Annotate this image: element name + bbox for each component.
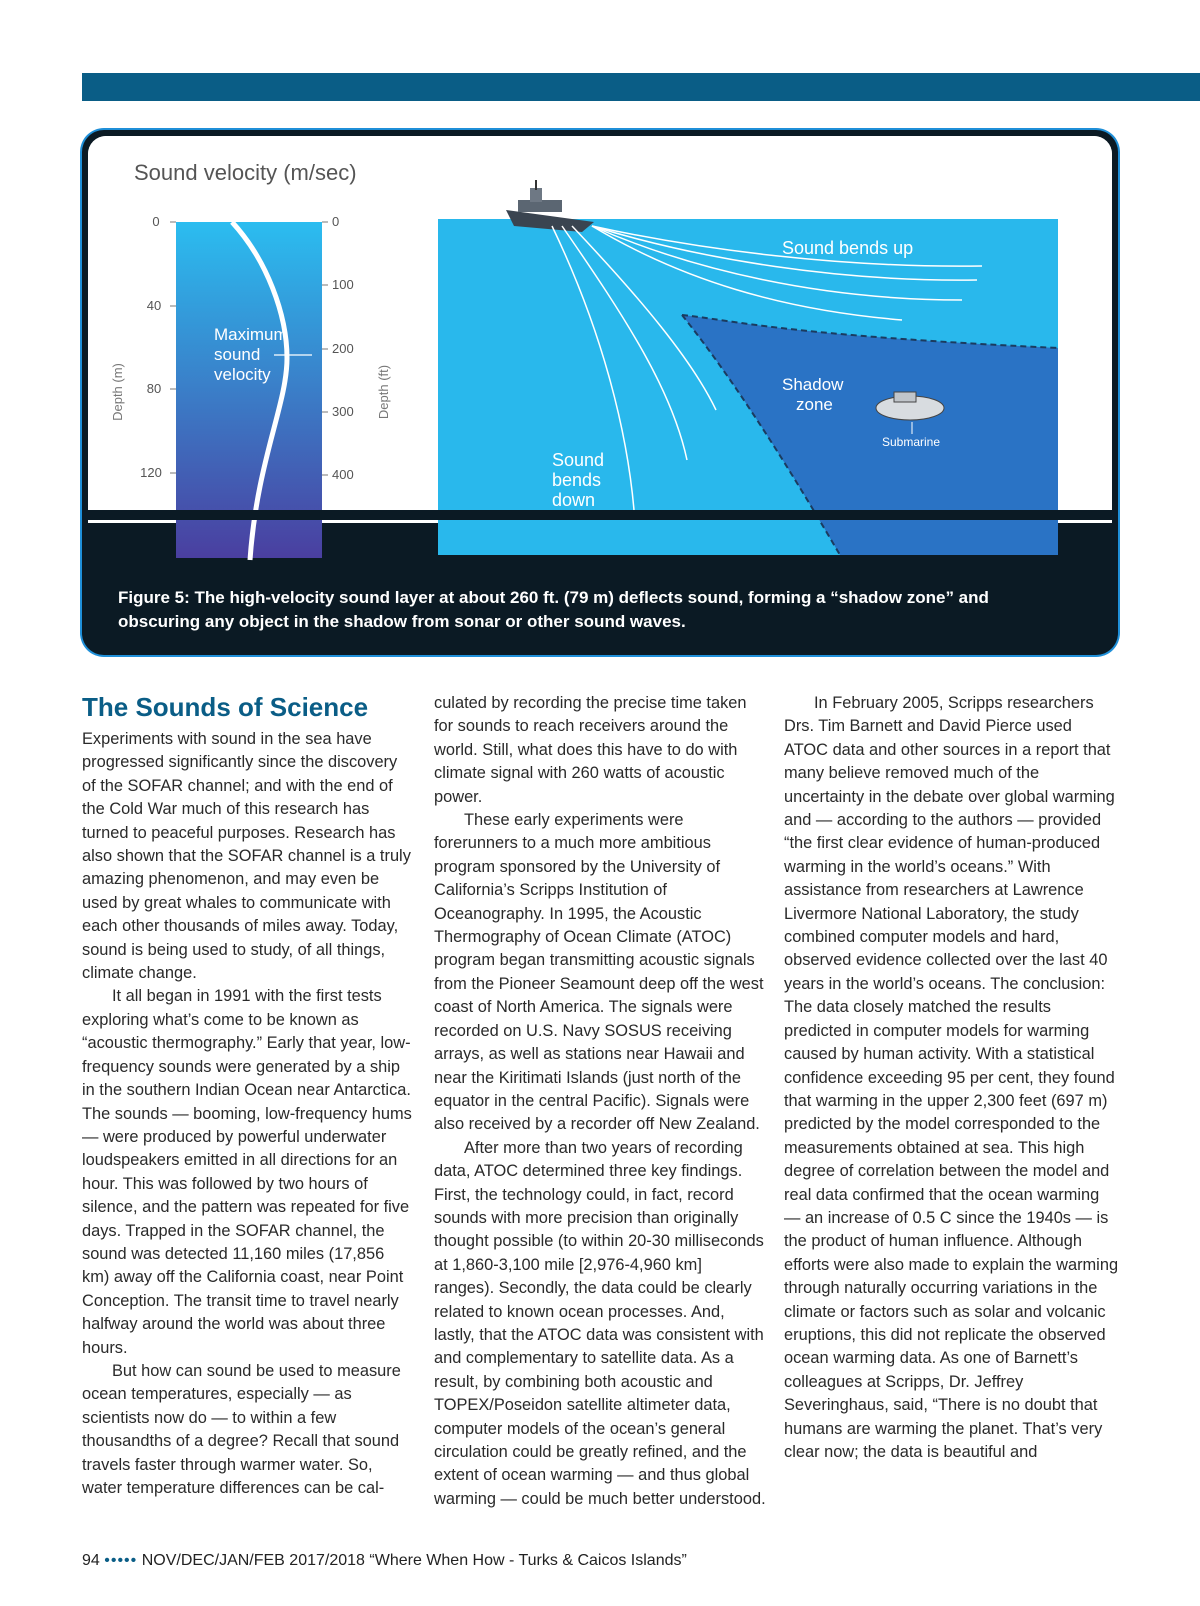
sofar-diagram [82, 130, 1118, 655]
article-paragraph: In February 2005, Scripps researchers Drs. Tim Barnett and David Pierce used ATOC data and other sources in a report that many believe removed much of the uncertainty in the debate over global warming and — according to the authors — provided “the first clear evidence of human-produced warming in the world’s oceans.” With assistance from researchers at Lawrence Livermore National Laboratory, the study combined computer models and hard, observed evidence collected over the last 40 years in the world’s oceans. The conclusion: The data closely matched the results predicted in computer models for warming caused by human activity. With a statistical confidence exceeding 95 per cent, they found that warming in the upper 2,300 feet (697 m) predicted by the model corresponded to the measurements obtained at sea. This high degree of correlation between the model and real data confirmed that the ocean warming — an increase of 0.5 C since the 1940s — is the product of human influence. Although efforts were also made to explain the warming through naturally occurring variations in the climate or factors such as solar and volcanic eruptions, this did not replicate the observed ocean warming data. As one of Barnett’s colleagues at Scripps, Dr. Jeffrey Severinghaus, said, “There is no doubt that humans are warming the planet. That’s very clear now; the data is beautiful and [784, 694, 1119, 1461]
submarine-label: Submarine [882, 435, 941, 449]
depth-ft-tick: 300 [332, 404, 354, 419]
svg-text:sound: sound [214, 345, 261, 364]
article-title: The Sounds of Science [82, 692, 369, 722]
footer-issue: NOV/DEC/JAN/FEB 2017/2018 [141, 1552, 365, 1569]
article-paragraph: culated by recording the precise time taken for sounds to reach receivers around the world. Still, what does this have to do with climate signal with 260 watts of acoustic power. [434, 694, 747, 806]
page-number: 94 [82, 1552, 100, 1569]
depth-m-tick: 40 [146, 298, 162, 313]
depth-m-tick: 80 [146, 381, 162, 396]
svg-text:zone: zone [796, 395, 833, 414]
svg-text:Sound: Sound [552, 450, 605, 470]
chart-title: Sound velocity (m/sec) [134, 160, 357, 185]
article-paragraph: After more than two years of recording data, ATOC determined three key findings. First, the technology could, in fact, record sounds with more precision than originally thought possible (to within 20-30 milliseconds at 1,860-3,100 mile [2,976-4,960 km] ranges). Secondly, the data could be clearly related to known ocean processes. And, lastly, that the ATOC data was consistent with and complementary to satellite data. As a result, by combining both acoustic and TOPEX/Poseidon satellite altimeter data, computer models of the ocean’s general circulation could be greatly refined, and the extent of ocean warming — and thus global warming — could be much better understood. [434, 1138, 766, 1508]
svg-text:down: down [552, 490, 596, 510]
svg-text:Maximum: Maximum [214, 325, 288, 344]
svg-text:velocity: velocity [214, 365, 271, 384]
article-column-2 [434, 692, 766, 1511]
svg-text:bends: bends [552, 470, 602, 490]
depth-m-tick: 0 [152, 214, 160, 229]
page-footer [82, 1552, 687, 1570]
depth-ft-tick: 400 [332, 467, 354, 482]
depth-ft-tick: 0 [332, 214, 340, 229]
article-column-1 [82, 692, 412, 1500]
depth-ft-tick: 200 [332, 341, 354, 356]
depth-ft-label: Depth (ft) [376, 364, 391, 420]
footer-publication: “Where When How - Turks & Caicos Islands” [369, 1552, 687, 1569]
seafloor-strip [82, 510, 1118, 520]
figure-caption: Figure 5: The high-velocity sound layer at about 260 ft. (79 m) deflects sound, forming a “shadow zone” and obscuring any object in the shadow from sonar or other sound waves. [118, 588, 989, 631]
article-paragraph: It all began in 1991 with the first tests exploring what’s come to be known as “acoustic thermography.” Early that year, low-frequency sounds were generated by a ship in the southern Indian Ocean near Antarctica. The sounds — booming, low-frequency hums — were produced by powerful underwater loudspeakers emitted in all directions for an hour. This was followed by two hours of silence, and the pattern was repeated for five days. Trapped in the SOFAR channel, the sound was detected 11,160 miles (17,856 km) away off the California coast, near Point Conception. The transit time to travel nearly halfway around the world was about three hours. [82, 987, 412, 1357]
article-paragraph: These early experiments were forerunners to a much more ambitious program sponsored by the University of California’s Scripps Institution of Oceanography. In 1995, the Acoustic Thermography of Ocean Climate (ATOC) program began transmitting acoustic signals from the Pioneer Seamount deep off the west coast of North America. The signals were recorded on U.S. Navy SOSUS receiving arrays, as well as stations near Hawaii and near the Kiritimati Islands (just north of the equator in the central Pacific). Signals were also received by a recorder off New Zealand. [434, 811, 764, 1134]
footer-dots: ••••• [104, 1552, 138, 1569]
bends-up-label: Sound bends up [782, 238, 914, 258]
depth-m-label: Depth (m) [110, 363, 125, 421]
article-paragraph: Experiments with sound in the sea have progressed significantly since the discovery of the SOFAR channel; and with the end of the Cold War much of this research has turned to peaceful purposes. Research has also shown that the SOFAR channel is a truly amazing phenomenon, and may even be used by great whales to communicate with each other thousands of miles away. Today, sound is being used to study, of all things, climate change. [82, 730, 411, 983]
depth-m-tick: 120 [140, 465, 162, 480]
svg-text:Shadow: Shadow [782, 375, 844, 394]
article-column-3 [784, 692, 1119, 1464]
article-paragraph: But how can sound be used to measure ocean temperatures, especially — as scientists now do — to within a few thousandths of a degree? Recall that sound travels faster through warmer water. So, water temperature differences can be cal- [82, 1361, 401, 1497]
velocity-column [176, 222, 322, 558]
header-color-bar [82, 73, 1200, 101]
depth-ft-tick: 100 [332, 277, 354, 292]
figure-5 [82, 130, 1118, 655]
